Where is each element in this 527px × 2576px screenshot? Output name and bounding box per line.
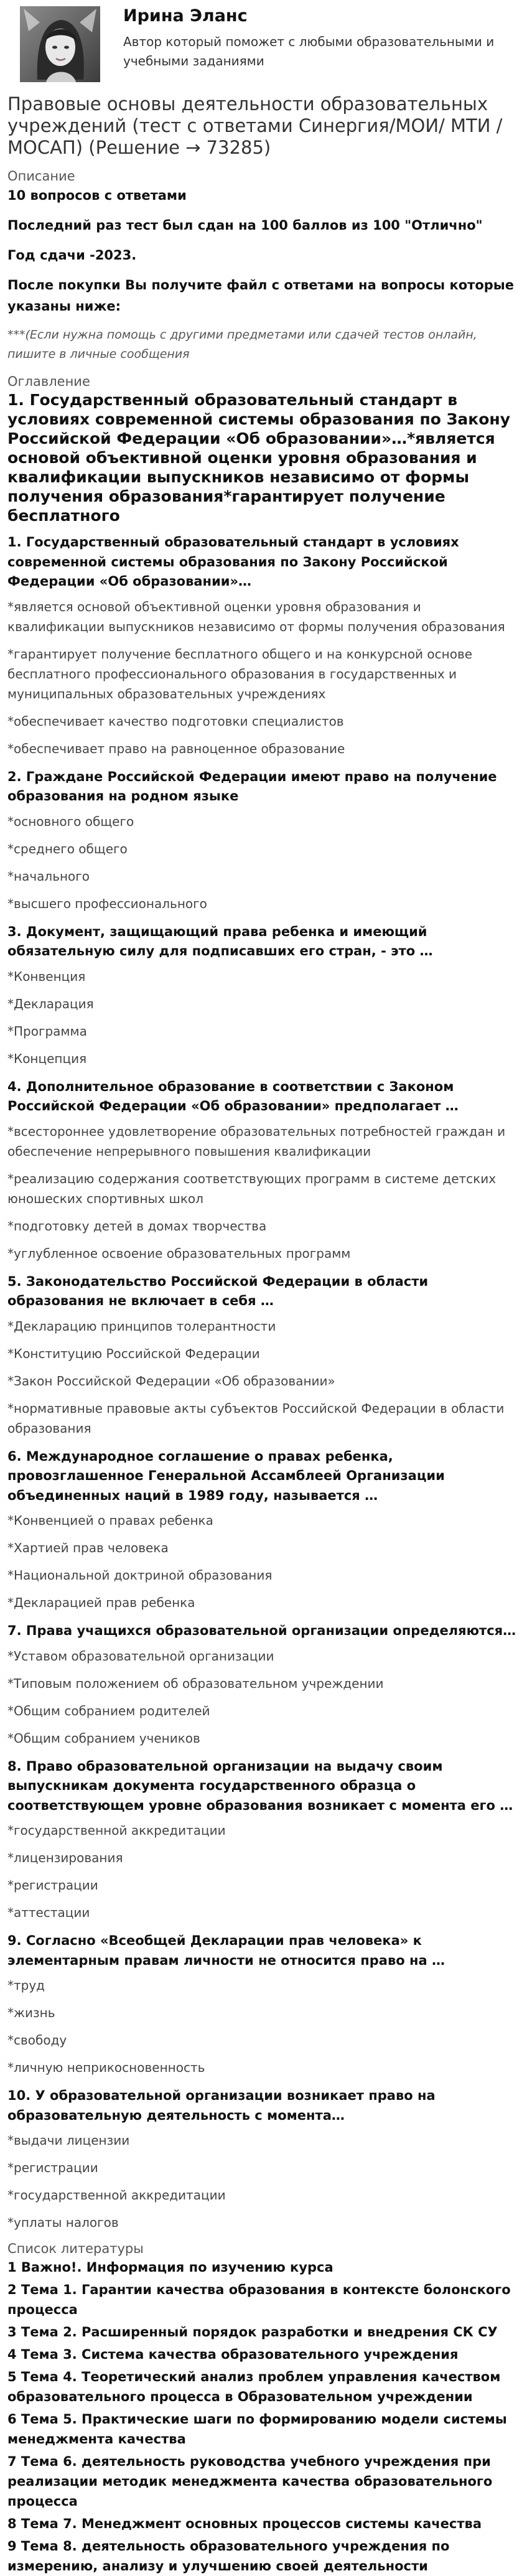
description-label: Описание — [7, 169, 75, 184]
author-name[interactable]: Ирина Эланс — [123, 6, 248, 26]
question: 8. Право образовательной организации на выдачу своим выпускникам документа государственного образца о соответствующем уровне образования возникает с момента его … — [7, 1758, 513, 1813]
answer-option: *Конвенцией о правах ребенка — [7, 1513, 213, 1528]
question: 4. Дополнительное образование в соответствии с Законом Российской Федерации «Об образовании» предполагает … — [7, 1079, 459, 1113]
question: 6. Международное соглашение о правах ребенка, провозглашенное Генеральной Ассамблеей Организации объединенных наций в 1989 году, называется … — [7, 1448, 445, 1503]
answer-option: *нормативные правовые акты субъектов Российской Федерации в области образования — [7, 1400, 505, 1436]
answer-option: *уплаты налогов — [7, 2215, 119, 2230]
answer-option: *аттестации — [7, 1905, 90, 1920]
page-title: Правовые основы деятельности образовательных учреждений (тест с ответами Синергия/МОИ/ МТИ /МОСАП) (Решение → 73285) — [7, 93, 503, 158]
answer-option: *Национальной доктриной образования — [7, 1568, 273, 1583]
author-header — [7, 0, 520, 93]
question: 10. У образовательной организации возникает право на образовательную деятельность с момента… — [7, 2088, 436, 2123]
answer-option: *Декларацией прав ребенка — [7, 1595, 195, 1610]
answer-option: *Типовым положением об образовательном учреждении — [7, 1675, 384, 1691]
literature-item: 6 Тема 5. Практические шаги по формированию модели системы менеджмента качества — [7, 2412, 507, 2447]
literature-label: Список литературы — [7, 2241, 144, 2256]
intro-line: После покупки Вы получите файл с ответами на вопросы которые указаны ниже: — [7, 278, 515, 314]
answer-option: *основного общего — [7, 813, 134, 829]
avatar[interactable] — [15, 4, 105, 85]
literature-item: 3 Тема 2. Расширенный порядок разработки и внедрения СК СУ — [7, 2325, 498, 2339]
literature-item: 1 Важно!. Информация по изучению курса — [7, 2260, 333, 2275]
answer-option: *начального — [7, 868, 90, 884]
answer-option: *выдачи лицензии — [7, 2133, 130, 2148]
question: 2. Граждане Российской Федерации имеют право на получение образования на родном языке — [7, 769, 497, 803]
question: 5. Законодательство Российской Федерации в области образования не включает в себя … — [7, 1273, 429, 1308]
answer-option: *является основой объективной оценки уровня образования и квалификации выпускников независимо от формы получения образования — [7, 599, 505, 634]
answer-option: *Декларация — [7, 996, 94, 1011]
answer-option: *обеспечивает право на равноценное образование — [7, 741, 345, 756]
answer-option: *Концепция — [7, 1051, 87, 1066]
answer-option: *высшего профессионального — [7, 896, 207, 911]
answer-option: *Программа — [7, 1023, 87, 1039]
answer-option: *Уставом образовательной организации — [7, 1648, 274, 1664]
answer-option: *свободу — [7, 2033, 67, 2048]
answer-option: *Декларацию принципов толерантности — [7, 1318, 276, 1334]
question: 3. Документ, защищающий права ребенка и имеющий обязательную силу для подписавших его стран, - это … — [7, 924, 433, 958]
question: 9. Согласно «Всеобщей Декларации прав человека» к элементарным правам личности не относится право на … — [7, 1933, 445, 1968]
literature-item: 2 Тема 1. Гарантии качества образования в контексте болонского процесса — [7, 2282, 511, 2317]
question: 7. Права учащихся образовательной организации определяются… — [7, 1623, 516, 1638]
answer-option: *лицензирования — [7, 1850, 123, 1865]
toc-label: Оглавление — [7, 374, 90, 389]
answer-option: *подготовку детей в домах творчества — [7, 1218, 267, 1234]
question-list — [7, 533, 520, 2232]
help-note: ***(Если нужна помощь с другими предметами или сдачей тестов онлайн, пишите в личные сообщения — [7, 328, 477, 361]
answer-option: *Конвенция — [7, 968, 86, 984]
answer-option: *среднего общего — [7, 841, 128, 856]
answer-option: *жизнь — [7, 2005, 55, 2020]
answer-option: *гарантирует получение бесплатного общего и на конкурсной основе бесплатного профессионального образования в государственных и муниципальных образовательных учреждениях — [7, 646, 473, 701]
literature-item: 4 Тема 3. Система качества образовательного учреждения — [7, 2347, 459, 2362]
question: 1. Государственный образовательный стандарт в условиях современной системы образования по Закону Российской Федерации «Об образовании»… — [7, 535, 459, 589]
answer-option: *труд — [7, 1978, 45, 1993]
literature-item: 5 Тема 4. Теоретический анализ проблем управления качеством образовательного процесса в Образовательном учреждении — [7, 2369, 501, 2404]
answer-option: *государственной аккредитации — [7, 2188, 226, 2203]
literature-item: 8 Тема 7. Менеджмент основных процессов системы качества — [7, 2516, 482, 2531]
answer-option: *регистрации — [7, 1878, 98, 1893]
answer-option: *Общим собранием учеников — [7, 1730, 200, 1746]
answer-option: *Закон Российской Федерации «Об образовании» — [7, 1373, 335, 1389]
answer-option: *всестороннее удовлетворение образовательных потребностей граждан и обеспечение непрерывного повышения квалификации — [7, 1123, 506, 1159]
answer-option: *личную неприкосновенность — [7, 2060, 205, 2075]
literature-list — [7, 2257, 520, 2576]
author-description: Автор который поможет с любыми образовательными и учебными заданиями — [123, 34, 495, 68]
intro-line: 10 вопросов с ответами — [7, 188, 187, 203]
answer-option: *углубленное освоение образовательных программ — [7, 1245, 351, 1261]
intro-line: Последний раз тест был сдан на 100 баллов из 100 "Отлично" — [7, 218, 483, 233]
answer-option: *обеспечивает качество подготовки специалистов — [7, 713, 344, 729]
answer-option: *Общим собранием родителей — [7, 1703, 210, 1718]
literature-item: 9 Тема 8. деятельность образовательного учреждения по измерению, анализу и улучшению своей деятельности — [7, 2539, 450, 2574]
answer-option: *Хартией прав человека — [7, 1540, 169, 1555]
answer-option: *Конституцию Российской Федерации — [7, 1346, 260, 1361]
literature-item: 7 Тема 6. деятельность руководства учебного учреждения при реализации методик менеджмента качества образовательного процесса — [7, 2454, 493, 2509]
answer-option: *регистрации — [7, 2160, 98, 2175]
answer-option: *реализацию содержания соответствующих программ в системе детских юношеских спортивных школ — [7, 1171, 497, 1206]
toc-first-question: 1. Государственный образовательный стандарт в условиях современной системы образования по Закону Российской Федерации «Об образовании»…*является основой объективной оценки уровня образования и квалификации выпускников независимо от формы получения образования*гарантирует получение бесплатного — [7, 391, 510, 525]
answer-option: *государственной аккредитации — [7, 1823, 226, 1838]
intro-line: Год сдачи -2023. — [7, 248, 137, 263]
